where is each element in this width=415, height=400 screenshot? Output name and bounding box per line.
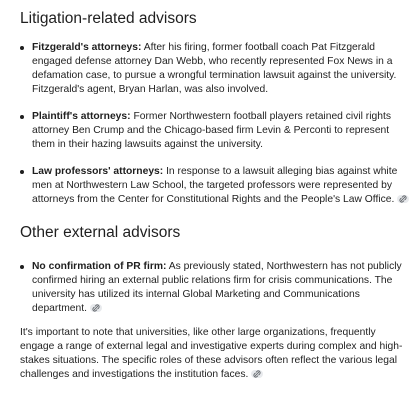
item-text: After his firing, former football coach Pat Fitzgerald engaged defense attorney Dan Webb, who recently represented Fox News in a defamation case, to pursue a wrongful termination lawsuit against the university. Fitzgerald's agent, Bryan Harlan, was also involved. xyxy=(32,42,397,95)
section-heading-other: Other external advisors xyxy=(20,224,181,241)
item-text: Former Northwestern football players retained civil rights attorney Ben Crump and the Chicago-based firm Levin & Perconti to represent them in their hazing lawsuits against the university. xyxy=(32,111,391,150)
link-icon[interactable] xyxy=(90,304,102,312)
link-icon[interactable] xyxy=(397,195,409,203)
list-item xyxy=(20,165,412,207)
item-label: Plaintiff's attorneys: xyxy=(32,111,131,122)
item-text: As previously stated, Northwestern has not publicly confirmed hiring an external public relations firm for crisis communications. The university has utilized its internal Global Marketing and Communications department. xyxy=(32,261,402,314)
other-advisors-list xyxy=(20,260,412,329)
closing-paragraph xyxy=(20,326,410,382)
list-item xyxy=(20,110,412,152)
item-text: In response to a lawsuit alleging bias against white men at Northwestern Law School, the targeted professors were represented by attorneys from the Center for Constitutional Rights and the People's Law Office. xyxy=(32,166,398,205)
list-item xyxy=(20,41,412,97)
section-heading-litigation: Litigation-related advisors xyxy=(20,10,197,27)
closing-text: It's important to note that universities, like other large organizations, frequently engage a range of external legal and investigative experts during complex and high-stakes situations. The specific roles of these advisors often reflect the various legal challenges and investigations the institution faces. xyxy=(20,327,403,380)
item-label: Law professors' attorneys: xyxy=(32,166,164,177)
item-label: Fitzgerald's attorneys: xyxy=(32,42,142,53)
list-item xyxy=(20,260,412,316)
litigation-advisors-list xyxy=(20,41,412,220)
link-icon[interactable] xyxy=(251,370,263,378)
item-label: No confirmation of PR firm: xyxy=(32,261,167,272)
